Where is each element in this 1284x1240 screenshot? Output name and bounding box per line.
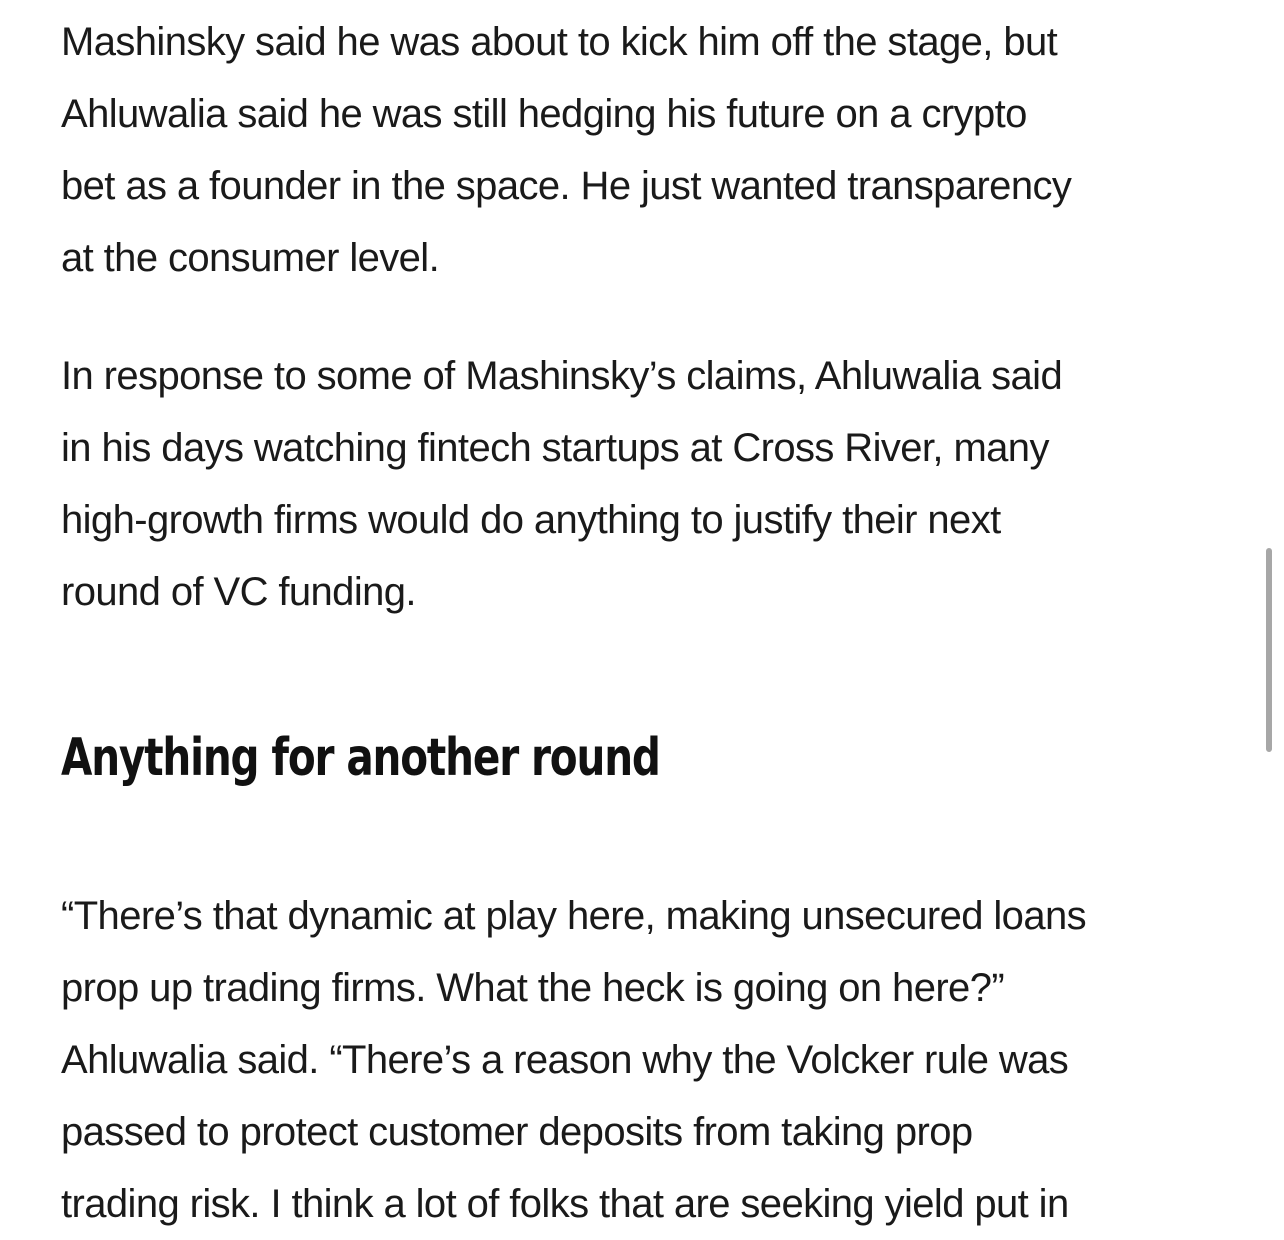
- paragraph: [61, 880, 1236, 1240]
- paragraph-line: Ahluwalia said he was still hedging his future on a crypto: [61, 92, 1027, 136]
- scrollbar-thumb[interactable]: [1266, 548, 1272, 752]
- paragraph-line: at the consumer level.: [61, 236, 440, 280]
- section-heading: Anything for another round: [61, 728, 660, 788]
- paragraph: [61, 6, 1236, 294]
- paragraph-line: round of VC funding.: [61, 570, 416, 614]
- paragraph-line: in his days watching fintech startups at Cross River, many: [61, 426, 1049, 470]
- paragraph-line: passed to protect customer deposits from taking prop: [61, 1110, 973, 1154]
- paragraph-line: Mashinsky said he was about to kick him off the stage, but: [61, 20, 1058, 64]
- paragraph-line: trading risk. I think a lot of folks that are seeking yield put in: [61, 1182, 1069, 1226]
- paragraph-line: Ahluwalia said. “There’s a reason why the Volcker rule was: [61, 1038, 1069, 1082]
- paragraph-line: “There’s that dynamic at play here, making unsecured loans: [61, 894, 1087, 938]
- paragraph-line: In response to some of Mashinsky’s claims, Ahluwalia said: [61, 354, 1063, 398]
- paragraph-line: prop up trading firms. What the heck is going on here?”: [61, 966, 1005, 1010]
- paragraph-line: high-growth firms would do anything to justify their next: [61, 498, 1001, 542]
- paragraph: [61, 340, 1236, 628]
- paragraph-line: bet as a founder in the space. He just wanted transparency: [61, 164, 1072, 208]
